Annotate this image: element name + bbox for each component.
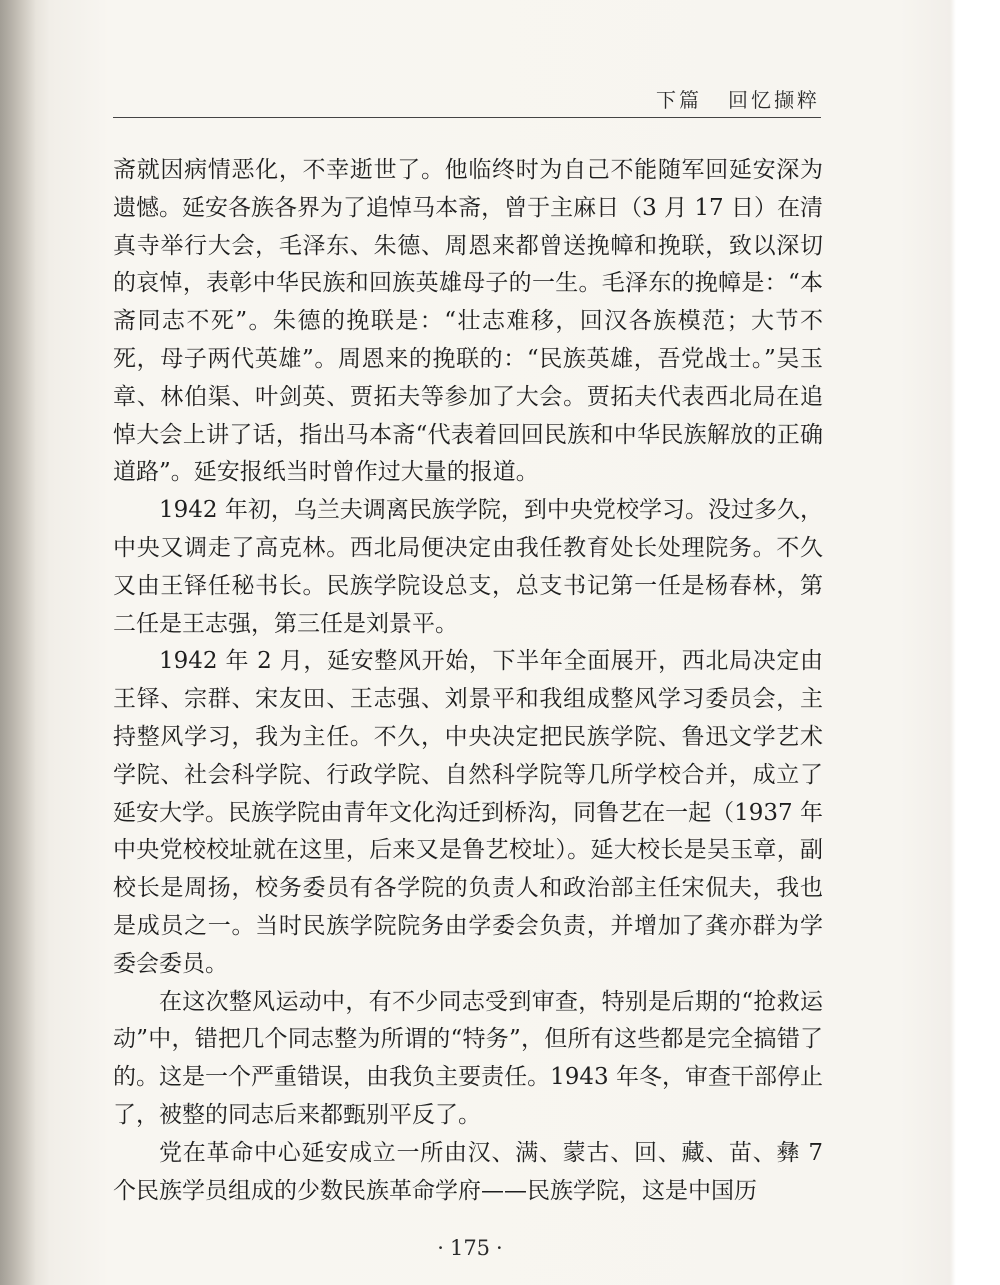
paragraph-2: 1942 年初，乌兰夫调离民族学院，到中央党校学习。没过多久，中央又调走了高克林。西北局便决定由我任教育处长处理院务。不久又由王铎任秘书长。民族学院设总支，总支书记第一任是杨春林，第二任是王志强，第三任是刘景平。 (113, 497, 823, 637)
page-number: · 175 · (437, 1236, 503, 1260)
running-head-section: 回忆撷粹 (728, 88, 820, 112)
paragraph-3: 1942 年 2 月，延安整风开始，下半年全面展开，西北局决定由王铎、宗群、宋友田、王志强、刘景平和我组成整风学习委员会，主持整风学习，我为主任。不久，中央决定把民族学院、鲁迅文学艺术学院、社会科学院、行政学院、自然科学院等几所学校合并，成立了延安大学。民族学院由青年文化沟迁到桥沟，同鲁艺在一起（1937 年中央党校校址就在这里，后来又是鲁艺校址）。延大校长是吴玉章，副校长是周扬，校务委员有各学院的负责人和政治部主任宋侃夫，我也是成员之一。当时民族学院院务由学委会负责，并增加了龚亦群为学委会委员。 (113, 648, 823, 977)
running-head-part: 下篇 (656, 88, 702, 112)
body-text (113, 152, 823, 1210)
paragraph-5: 党在革命中心延安成立一所由汉、满、蒙古、回、藏、苗、彝 7 个民族学员组成的少数民族革命学府——民族学院，这是中国历 (113, 1139, 823, 1204)
spine-shadow (0, 0, 36, 1285)
paragraph-1: 斋就因病情恶化，不幸逝世了。他临终时为自己不能随军回延安深为遗憾。延安各族各界为了追悼马本斋，曾于主麻日（3 月 17 日）在清真寺举行大会，毛泽东、朱德、周恩来都曾送挽幛和挽联，致以深切的哀悼，表彰中华民族和回族英雄母子的一生。毛泽东的挽幛是：“本斋同志不死”。朱德的挽联是：“壮志难移，回汉各族模范；大节不死，母子两代英雄”。周恩来的挽联的：“民族英雄，吾党战士。”吴玉章、林伯渠、叶剑英、贾拓夫等参加了大会。贾拓夫代表西北局在追悼大会上讲了话，指出马本斋“代表着回回民族和中华民族解放的正确道路”。延安报纸当时曾作过大量的报道。 (113, 157, 823, 486)
header-rule (113, 117, 821, 118)
page-number-value: 175 (449, 1236, 491, 1260)
running-head (656, 84, 820, 113)
paragraph-4: 在这次整风运动中，有不少同志受到审查，特别是后期的“抢救运动”中，错把几个同志整为所谓的“特务”，但所有这些都是完全搞错了的。这是一个严重错误，由我负主要责任。1943 年冬，审查干部停止了，被整的同志后来都甄别平反了。 (113, 988, 823, 1128)
